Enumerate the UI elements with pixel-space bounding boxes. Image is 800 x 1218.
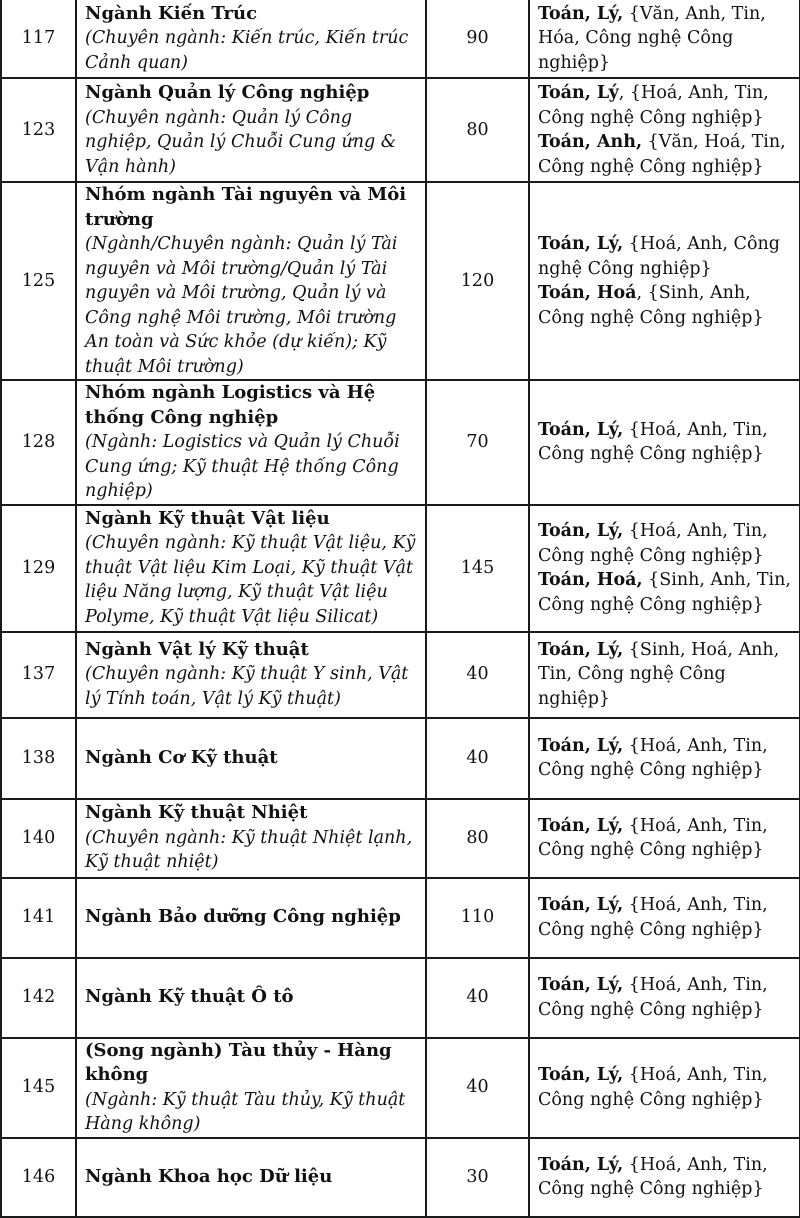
subject-combinations-cell	[529, 380, 800, 505]
table-row	[1, 958, 800, 1038]
table-row	[1, 632, 800, 718]
major-specializations: (Chuyên ngành: Quản lý Công nghiệp, Quản lý Chuỗi Cung ứng & Vận hành)	[85, 107, 397, 177]
subject-combination	[538, 418, 791, 467]
major-title: Ngành Vật lý Kỹ thuật	[85, 638, 309, 660]
subject-combination	[538, 281, 791, 330]
subject-combination	[538, 638, 791, 712]
subject-combination	[538, 568, 791, 617]
subject-combination	[538, 734, 791, 783]
subject-combinations-cell	[529, 799, 800, 878]
major-specializations: (Chuyên ngành: Kiến trúc, Kiến trúc Cảnh quan)	[85, 28, 409, 73]
subject-combinations-cell	[529, 505, 800, 632]
major-name-cell	[76, 78, 426, 182]
subject-combinations-cell	[529, 632, 800, 718]
subject-combination	[538, 814, 791, 863]
required-subjects: Toán, Lý,	[538, 3, 624, 24]
subject-combination	[538, 1153, 791, 1202]
major-title: Ngành Khoa học Dữ liệu	[85, 1165, 333, 1187]
subject-combinations-cell	[529, 78, 800, 182]
major-title: Ngành Cơ Kỹ thuật	[85, 746, 278, 768]
required-subjects: Toán, Anh,	[538, 132, 643, 152]
admission-quota: 40	[426, 718, 529, 799]
elective-subjects: , {Sinh, Anh, Công nghệ Công nghiệp}	[538, 283, 764, 328]
major-code: 142	[1, 958, 76, 1038]
elective-subjects: {Hoá, Anh, Tin, Công nghệ Công nghiệp}	[538, 895, 768, 940]
required-subjects: Toán, Lý	[538, 83, 619, 103]
major-title: (Song ngành) Tàu thủy - Hàng không	[85, 1039, 392, 1085]
table-row	[1, 505, 800, 632]
major-title: Ngành Bảo dưỡng Công nghiệp	[85, 906, 401, 928]
major-name-cell	[76, 718, 426, 799]
major-code: 145	[1, 1038, 76, 1138]
major-specializations: (Chuyên ngành: Kỹ thuật Nhiệt lạnh, Kỹ thuật nhiệt)	[85, 827, 413, 873]
admission-quota: 70	[426, 380, 529, 505]
required-subjects: Toán, Hoá	[538, 283, 637, 303]
admission-quota: 80	[426, 78, 529, 182]
major-code: 140	[1, 799, 76, 878]
elective-subjects: {Văn, Hoá, Tin, Công nghệ Công nghiệp}	[538, 132, 786, 177]
major-code: 141	[1, 878, 76, 958]
major-name-cell	[76, 380, 426, 505]
major-name-cell	[76, 632, 426, 718]
elective-subjects: {Hoá, Anh, Tin, Công nghệ Công nghiệp}	[538, 815, 768, 860]
table-row	[1, 182, 800, 380]
major-name-cell	[76, 0, 426, 78]
major-code: 137	[1, 632, 76, 718]
required-subjects: Toán, Lý,	[538, 815, 624, 836]
table-row	[1, 799, 800, 878]
required-subjects: Toán, Lý,	[538, 735, 624, 756]
major-specializations: (Ngành: Logistics và Quản lý Chuỗi Cung ứng; Kỹ thuật Hệ thống Công nghiệp)	[85, 432, 400, 501]
major-name-cell	[76, 799, 426, 878]
major-title: Nhóm ngành Tài nguyên và Môi trường	[85, 184, 407, 230]
table-body	[1, 0, 800, 1217]
table-row	[1, 1138, 800, 1217]
subject-combinations-cell	[529, 958, 800, 1038]
required-subjects: Toán, Lý,	[538, 521, 624, 541]
required-subjects: Toán, Lý,	[538, 234, 624, 254]
subject-combination	[538, 893, 791, 942]
subject-combination	[538, 232, 791, 281]
major-specializations: (Chuyên ngành: Kỹ thuật Vật liệu, Kỹ thuật Vật liệu Kim Loại, Kỹ thuật Vật liệu Năng lượng, Kỹ thuật Vật liệu Polyme, Kỹ thuật Vật liệu Silicat)	[85, 533, 416, 627]
admission-quota: 120	[426, 182, 529, 380]
major-name-cell	[76, 878, 426, 958]
subject-combinations-cell	[529, 718, 800, 799]
elective-subjects: , {Hoá, Anh, Tin, Công nghệ Công nghiệp}	[538, 83, 769, 128]
table-row	[1, 0, 800, 78]
major-code: 128	[1, 380, 76, 505]
elective-subjects: {Hoá, Anh, Tin, Công nghệ Công nghiệp}	[538, 735, 768, 780]
elective-subjects: {Hoá, Anh, Công nghệ Công nghiệp}	[538, 234, 780, 279]
major-code: 146	[1, 1138, 76, 1217]
required-subjects: Toán, Lý,	[538, 975, 624, 995]
admission-quota: 145	[426, 505, 529, 632]
subject-combinations-cell	[529, 0, 800, 78]
admission-quota: 40	[426, 1038, 529, 1138]
elective-subjects: {Hoá, Anh, Tin, Công nghệ Công nghiệp}	[538, 1065, 768, 1110]
elective-subjects: {Hoá, Anh, Tin, Công nghệ Công nghiệp}	[538, 975, 768, 1020]
subject-combinations-cell	[529, 878, 800, 958]
major-title: Nhóm ngành Logistics và Hệ thống Công nghiệp	[85, 382, 376, 428]
subject-combination	[538, 973, 791, 1022]
admission-quota: 110	[426, 878, 529, 958]
required-subjects: Toán, Lý,	[538, 1065, 624, 1085]
required-subjects: Toán, Lý,	[538, 895, 624, 915]
subject-combination	[538, 81, 791, 130]
admission-quota: 80	[426, 799, 529, 878]
major-name-cell	[76, 182, 426, 380]
elective-subjects: {Hoá, Anh, Tin, Công nghệ Công nghiệp}	[538, 419, 768, 465]
major-code: 129	[1, 505, 76, 632]
table-row	[1, 78, 800, 182]
major-code: 117	[1, 0, 76, 78]
table-row	[1, 1038, 800, 1138]
major-specializations: (Chuyên ngành: Kỹ thuật Y sinh, Vật lý Tính toán, Vật lý Kỹ thuật)	[85, 664, 409, 709]
elective-subjects: {Sinh, Anh, Tin, Công nghệ Công nghiệp}	[538, 570, 791, 615]
subject-combinations-cell	[529, 1138, 800, 1217]
major-specializations: (Ngành/Chuyên ngành: Quản lý Tài nguyên và Môi trường/Quản lý Tài nguyên và Môi trường, Quản lý và Công nghệ Môi trường, Môi trường An toàn và Sức khỏe (dự kiến); Kỹ thuật Môi trường)	[85, 234, 398, 377]
major-name-cell	[76, 505, 426, 632]
major-code: 125	[1, 182, 76, 380]
major-title: Ngành Kiến Trúc	[85, 2, 258, 24]
major-specializations: (Ngành: Kỹ thuật Tàu thủy, Kỹ thuật Hàng không)	[85, 1089, 406, 1134]
elective-subjects: {Văn, Anh, Tin, Hóa, Công nghệ Công nghiệp}	[538, 3, 766, 73]
table-row	[1, 718, 800, 799]
major-title: Ngành Quản lý Công nghiệp	[85, 82, 370, 103]
major-name-cell	[76, 1138, 426, 1217]
major-name-cell	[76, 958, 426, 1038]
admission-quota: 40	[426, 632, 529, 718]
admission-quota: 90	[426, 0, 529, 78]
table-row	[1, 878, 800, 958]
table-row	[1, 380, 800, 505]
elective-subjects: {Hoá, Anh, Tin, Công nghệ Công nghiệp}	[538, 521, 768, 566]
subject-combination	[538, 130, 791, 179]
subject-combinations-cell	[529, 182, 800, 380]
major-name-cell	[76, 1038, 426, 1138]
required-subjects: Toán, Lý,	[538, 1154, 624, 1175]
elective-subjects: {Sinh, Hoá, Anh, Tin, Công nghệ Công nghiệp}	[538, 639, 780, 709]
major-code: 138	[1, 718, 76, 799]
major-code: 123	[1, 78, 76, 182]
required-subjects: Toán, Hoá,	[538, 570, 643, 590]
subject-combination	[538, 2, 791, 76]
admission-quota: 40	[426, 958, 529, 1038]
major-title: Ngành Kỹ thuật Vật liệu	[85, 507, 330, 529]
elective-subjects: {Hoá, Anh, Tin, Công nghệ Công nghiệp}	[538, 1154, 768, 1199]
major-title: Ngành Kỹ thuật Nhiệt	[85, 802, 308, 824]
admission-quota: 30	[426, 1138, 529, 1217]
subject-combination	[538, 1063, 791, 1112]
major-title: Ngành Kỹ thuật Ô tô	[85, 986, 294, 1008]
required-subjects: Toán, Lý,	[538, 419, 624, 440]
required-subjects: Toán, Lý,	[538, 639, 624, 660]
subject-combinations-cell	[529, 1038, 800, 1138]
subject-combination	[538, 519, 791, 568]
